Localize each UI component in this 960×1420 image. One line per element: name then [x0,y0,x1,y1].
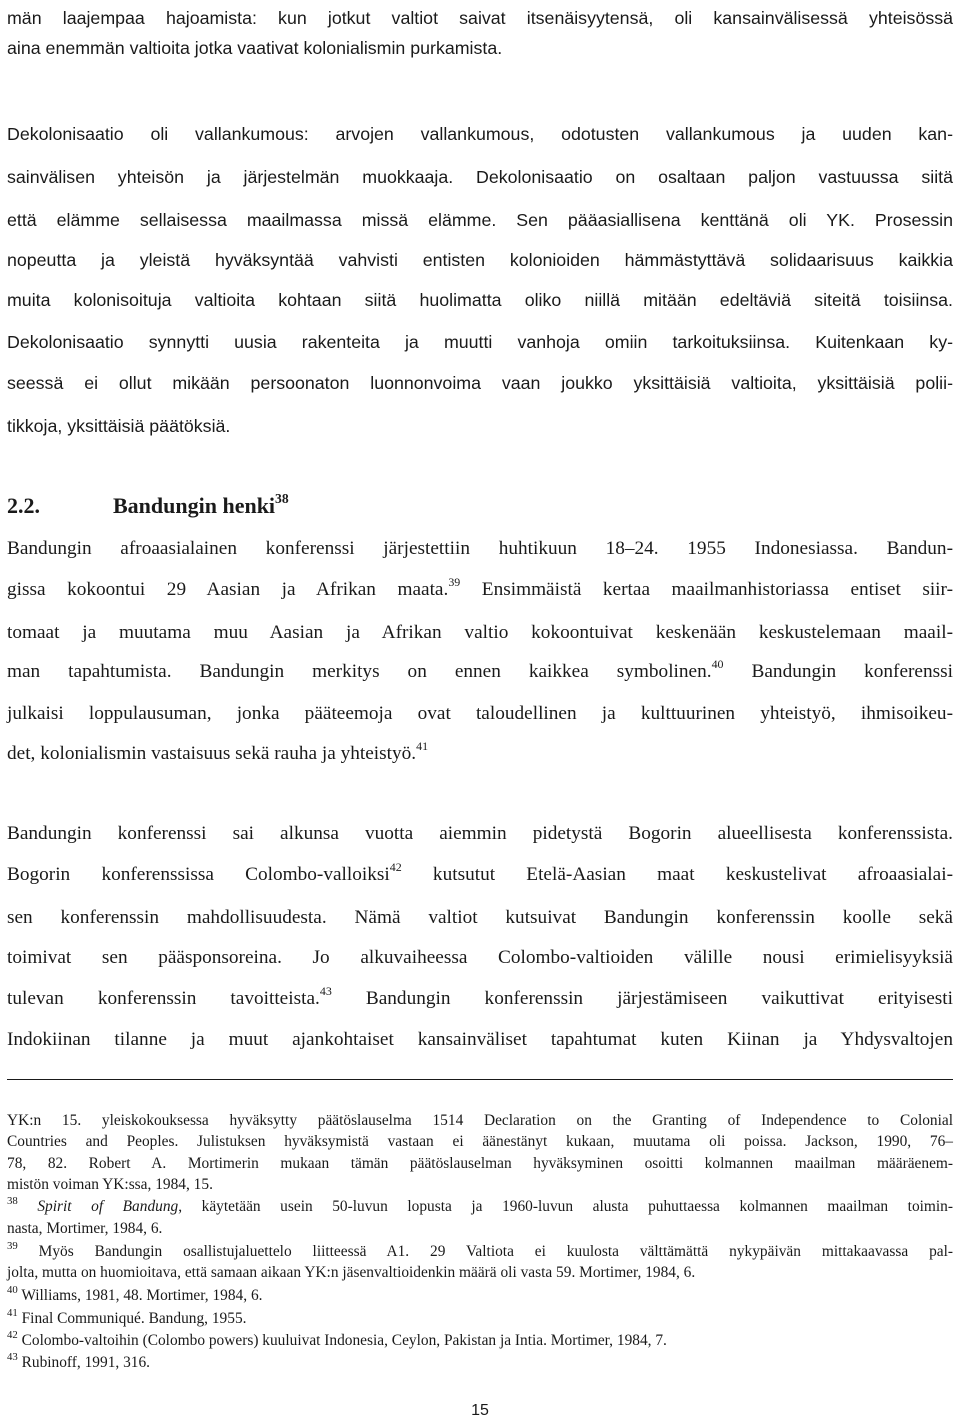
footnote-line: nasta, Mortimer, 1984, 6. [7,1220,163,1237]
body-line: det, kolonialismin vastaisuus sekä rauha ja yhteistyö.$^{41}$ [7,738,429,764]
body-line: että elämme sellaisessa maailmassa missä elämme. Sen pääasiallisena kenttänä oli YK. Prosessin [7,210,953,230]
page-number: 15 [471,1402,489,1419]
body-line: Bogorin konferenssissa Colombo-valloiksi$^{42}$ kutsutut Etelä-Aasian maat keskustelivat afroaasialai- [7,859,953,885]
body-line: gissa kokoontui 29 Aasian ja Afrikan maata.$^{39}$ Ensimmäistä kertaa maailmanhistoriassa entiset siir- [7,574,953,600]
body-line: seessä ei ollut mikään persoonaton luonnonvoima vaan joukko yksittäisiä valtioita, yksittäisiä polii- [7,373,953,393]
footnote-line: YK:n 15. yleiskokouksessa hyväksytty päätöslauselma 1514 Declaration on the Granting of Independence to Colonial [7,1112,953,1129]
section-number: 2.2. [7,493,40,518]
footnote-ref: 42 [389,859,402,874]
footnote-number: 40 [7,1283,18,1296]
footnote-41: $^{41}$ Final Communiqué. Bandung, 1955. [7,1306,247,1327]
footnote-42: $^{42}$ Colombo-valtoihin (Colombo powers) kuuluivat Indonesia, Ceylon, Pakistan ja Intia. Mortimer, 1984, 7. [7,1328,667,1349]
body-line: Dekolonisaatio synnytti uusia rakenteita ja muutti vanhoja omiin tarkoituksiinsa. Kuitenkaan ky- [7,332,953,352]
footnote-ref: 43 [319,983,332,998]
intro-line: män laajempaa hajoamista: kun jotkut valtiot saivat itsenäisyytensä, oli kansainvälisessä yhteisössä [7,8,953,28]
footnote-number: 41 [7,1306,18,1319]
footnote-number: 43 [7,1350,18,1363]
body-line: Bandungin konferenssi sai alkunsa vuotta aiemmin pidetystä Bogorin alueellisesta konferenssista. [7,823,953,844]
footnote-ref: 40 [711,656,724,671]
body-line: tulevan konferenssin tavoitteista.$^{43}$ Bandungin konferenssin järjestämiseen vaikuttivat erityisesti [7,983,953,1009]
body-line: tikkoja, yksittäisiä päätöksiä. [7,416,231,436]
footnote-line: 78, 82. Robert A. Mortimerin mukaan tämän päätöslauselman hyväksyminen osoitti kolmannen maailman määräenem- [7,1155,953,1172]
body-line: Bandungin afroaasialainen konferenssi järjestettiin huhtikuun 18–24. 1955 Indonesiassa. Bandun- [7,538,953,559]
footnote-number: 39 [7,1239,18,1252]
footnote-40: $^{40}$ Williams, 1981, 48. Mortimer, 1984, 6. [7,1283,263,1304]
footnote-number: 38 [7,1194,18,1207]
footnote-line: mistön voiman YK:ssa, 1984, 15. [7,1176,213,1193]
footnote-43: $^{43}$ Rubinoff, 1991, 316. [7,1350,151,1371]
body-line: Indokiinan tilanne ja muut ajankohtaiset kansainväliset tapahtumat kuten Kiinan ja Yhdysvaltojen [7,1029,953,1050]
footnote-ref: 39 [448,574,461,589]
body-line: sen konferenssin mahdollisuudesta. Nämä valtiot kutsuivat Bandungin konferenssin koolle sekä [7,907,953,928]
body-line: julkaisi loppulausuman, jonka pääteemoja ovat taloudellinen ja kulttuurinen yhteistyö, ihmisoikeu- [7,703,953,724]
body-line: muita kolonisoituja valtioita kohtaan siitä huolimatta oliko niillä mitään edeltäviä siteitä toisiinsa. [7,290,953,310]
section-heading [7,492,289,520]
footnote-ref: 38 [275,490,289,506]
footnote-39: $^{39}$ Myös Bandungin osallistujaluettelo liitteessä A1. 29 Valtiota ei kuulosta välttämättä nykypäivän mittakaavassa pal- [7,1239,953,1260]
body-line: man tapahtumista. Bandungin merkitys on ennen kaikkea symbolinen.$^{40}$ Bandungin konferenssi [7,656,953,682]
section-title: Bandungin henki [113,493,276,518]
footnote-line: jolta, mutta on huomioitava, että samaan aikaan YK:n jäsenvaltioidenkin määrä oli vasta 59. Mortimer, 1984, 6. [7,1264,696,1281]
footnote-separator [7,1079,953,1080]
body-line: tomaat ja muutama muu Aasian ja Afrikan valtio kokoontuivat keskenään keskustelemaan maail- [7,622,953,643]
body-line: toimivat sen pääsponsoreina. Jo alkuvaiheessa Colombo-valtioiden välille nousi erimielisyyksiä [7,947,953,968]
body-line: Dekolonisaatio oli vallankumous: arvojen vallankumous, odotusten vallankumous ja uuden kan- [7,124,953,144]
body-line: sainvälisen yhteisön ja järjestelmän muokkaaja. Dekolonisaatio on osaltaan paljon vastuussa siitä [7,167,953,187]
intro-line: aina enemmän valtioita jotka vaativat kolonialismin purkamista. [7,38,503,58]
footnote-line: Countries and Peoples. Julistuksen hyväksymistä vastaan ei äänestänyt kukaan, muutama oli poissa. Jackson, 1990, 76– [7,1133,953,1150]
footnote-number: 42 [7,1328,18,1341]
footnote-ref: 41 [416,738,429,753]
body-line: nopeutta ja yleistä hyväksyntää vahvisti entisten kolonioiden hämmästyttävä solidaarisuus kaikkia [7,250,953,270]
footnote-38: $^{38}$ Spirit of Bandung, käytetään usein 50-luvun lopusta ja 1960-luvun alusta puhuttaessa kolmannen maailman toimin- [7,1194,953,1215]
